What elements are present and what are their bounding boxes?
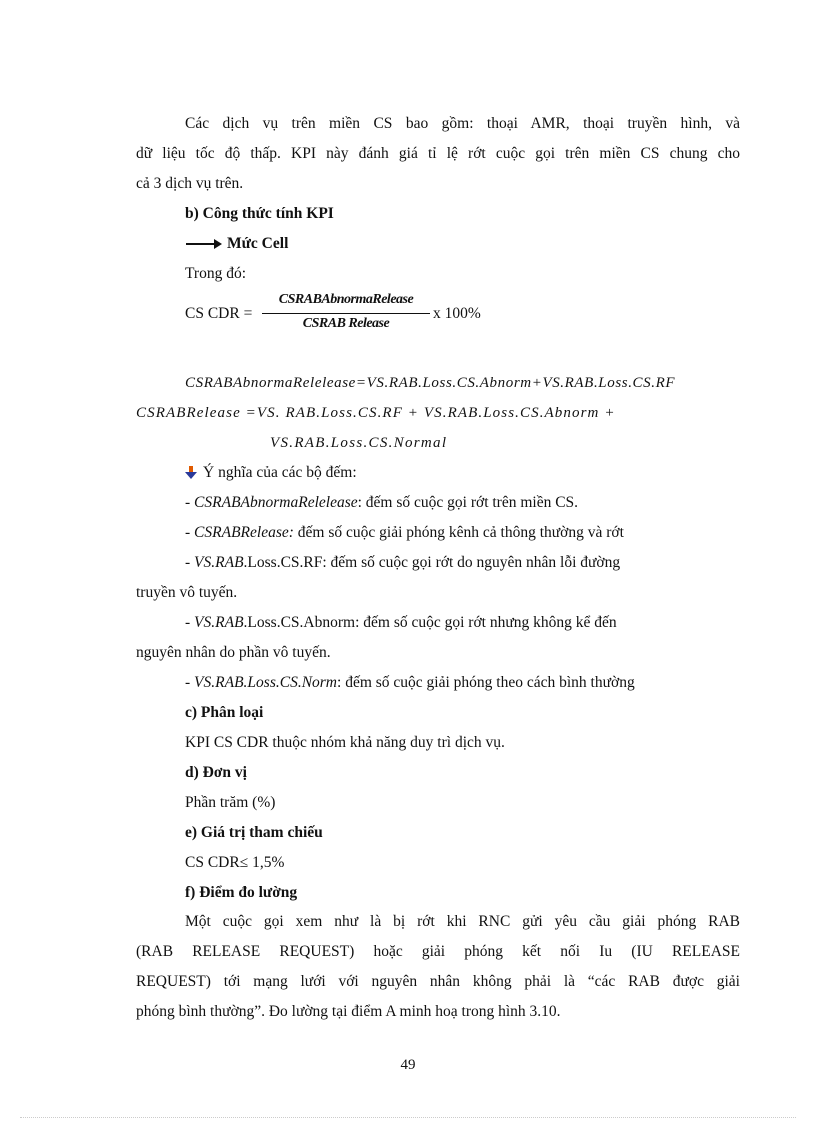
counter-5-desc: : đếm số cuộc giải phóng theo cách bình thường — [337, 674, 635, 691]
formula-numerator: CSRABAbnormaRelease — [278, 292, 414, 307]
right-arrow-icon — [185, 238, 223, 250]
formula-denominator: CSRAB Release — [302, 316, 390, 331]
counter-3-cont: truyền vô tuyến. — [136, 584, 238, 601]
counter-2-name: CSRABRelease: — [194, 524, 294, 541]
intro-line-3: cả 3 dịch vụ trên. — [136, 175, 244, 192]
where-label: Trong đó: — [185, 265, 247, 282]
section-d-body: Phần trăm (%) — [185, 794, 276, 811]
counter-4: - VS.RAB.Loss.CS.Abnorm: đếm số cuộc gọi rớt nhưng không kể đến — [185, 614, 617, 631]
section-c-heading: c) Phân loại — [185, 704, 264, 721]
section-f-line-4: phóng bình thường”. Đo lường tại điểm A minh hoạ trong hình 3.10. — [136, 1003, 561, 1020]
cell-level-text: Mức Cell — [227, 235, 289, 252]
section-f-line-1: Một cuộc gọi xem như là bị rớt khi RNC gửi yêu cầu giải phóng RAB — [185, 913, 740, 930]
counter-3-rest: .Loss.CS.RF: đếm số cuộc gọi rớt do nguyên nhân lỗi đường — [243, 554, 621, 571]
section-f-heading: f) Điểm đo lường — [185, 884, 298, 901]
counters-heading-row — [185, 463, 357, 483]
counter-5: - VS.RAB.Loss.CS.Norm: đếm số cuộc giải phóng theo cách bình thường — [185, 674, 635, 691]
section-f-line-2: (RAB RELEASE REQUEST) hoặc giải phóng kết nối Iu (IU RELEASE — [136, 943, 740, 960]
section-f-line-3: REQUEST) tới mạng lưới với nguyên nhân không phải là “các RAB được giải — [136, 973, 740, 990]
fraction-bar — [262, 313, 430, 314]
counter-1-name: CSRABAbnormaRelelease — [194, 494, 358, 511]
definition-numerator: CSRABAbnormaRelelease=VS.RAB.Loss.CS.Abnorm+VS.RAB.Loss.CS.RF — [185, 375, 676, 391]
counter-4-name: VS.RAB — [194, 614, 244, 631]
counter-1-desc: : đếm số cuộc gọi rớt trên miền CS. — [357, 494, 579, 511]
counter-4-cont: nguyên nhân do phần vô tuyến. — [136, 644, 331, 661]
formula-lhs: CS CDR = — [185, 305, 253, 322]
counter-3: - VS.RAB.Loss.CS.RF: đếm số cuộc gọi rớt do nguyên nhân lỗi đường — [185, 554, 621, 571]
section-d-heading: d) Đơn vị — [185, 764, 247, 781]
intro-line-1: Các dịch vụ trên miền CS bao gồm: thoại AMR, thoại truyền hình, và — [185, 115, 740, 132]
counter-3-name: VS.RAB — [194, 554, 244, 571]
formula-suffix: x 100% — [433, 305, 481, 322]
counter-4-rest: .Loss.CS.Abnorm: đếm số cuộc gọi rớt nhưng không kể đến — [243, 614, 617, 631]
intro-line-2: dữ liệu tốc độ thấp. KPI này đánh giá tỉ lệ rớt cuộc gọi trên miền CS chung cho — [136, 145, 740, 162]
definition-denominator: CSRABRelease =VS. RAB.Loss.CS.RF + VS.RAB.Loss.CS.Abnorm + — [136, 405, 616, 421]
section-c-body: KPI CS CDR thuộc nhóm khả năng duy trì dịch vụ. — [185, 734, 505, 751]
bottom-dotted-rule — [20, 1117, 796, 1118]
page-number: 49 — [400, 1057, 416, 1073]
counter-5-name: VS.RAB.Loss.CS.Norm — [194, 674, 338, 691]
counter-2: - CSRABRelease: đếm số cuộc giải phóng kênh cả thông thường và rớt — [185, 524, 624, 541]
formula-fraction — [262, 292, 430, 336]
section-e-body: CS CDR≤ 1,5% — [185, 854, 285, 871]
section-e-heading: e) Giá trị tham chiếu — [185, 824, 323, 841]
definition-denominator-cont: VS.RAB.Loss.CS.Normal — [270, 435, 448, 451]
counter-2-desc: đếm số cuộc giải phóng kênh cả thông thường và rớt — [293, 524, 624, 541]
counters-heading: Ý nghĩa của các bộ đếm: — [203, 464, 357, 481]
bullet-arrow-icon — [185, 466, 197, 480]
cell-level-label — [185, 234, 288, 254]
counter-1: - CSRABAbnormaRelelease: đếm số cuộc gọi rớt trên miền CS. — [185, 494, 579, 511]
section-b-heading: b) Công thức tính KPI — [185, 205, 334, 222]
